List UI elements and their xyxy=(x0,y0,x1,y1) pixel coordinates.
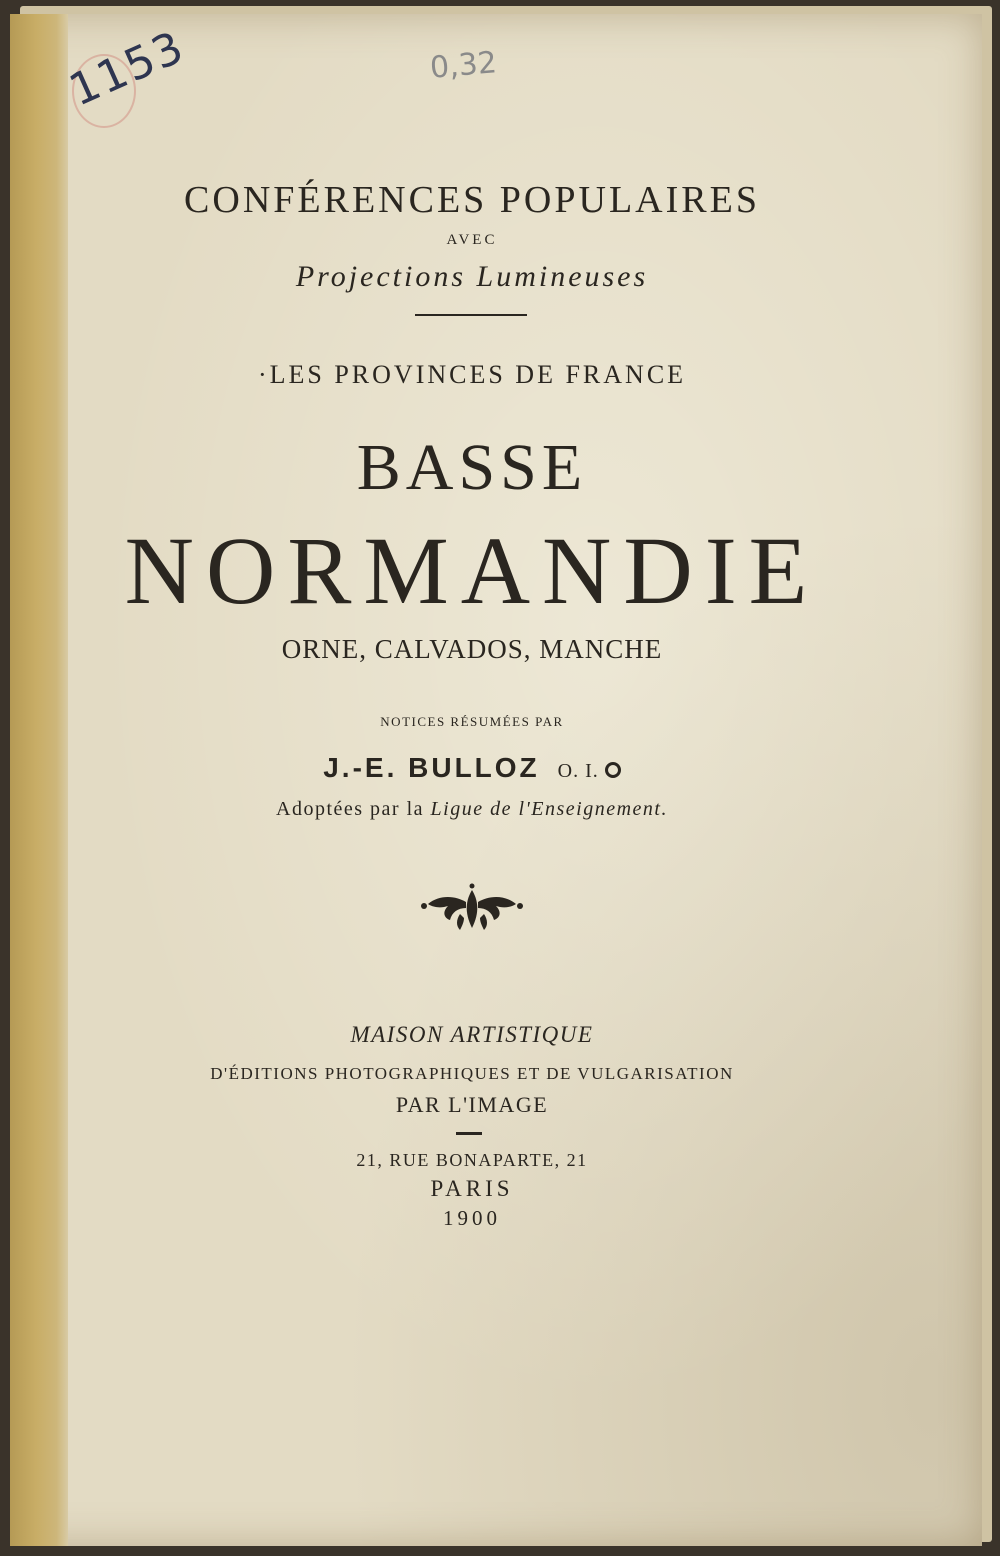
pencil-price-mark: 0,32 xyxy=(428,45,499,86)
publisher-description-2: PAR L'IMAGE xyxy=(395,1092,549,1117)
adoption-organization: Ligue de l'Enseignement. xyxy=(430,798,668,820)
collection-title: ·LES PROVINCES DE FRANCE xyxy=(257,360,687,389)
adoption-prefix: Adoptées par la xyxy=(276,798,425,820)
series-title: CONFÉRENCES POPULAIRES xyxy=(184,179,760,221)
author-line xyxy=(0,752,944,784)
publisher-address: 21, RUE BONAPARTE, 21 xyxy=(356,1150,588,1170)
series-subtitle: Projections Lumineuses xyxy=(295,260,649,293)
series-connector: AVEC xyxy=(446,232,498,248)
main-title-line-1: BASSE xyxy=(356,431,588,504)
adoption-line xyxy=(0,798,944,821)
main-title-line-2: NORMANDIE xyxy=(124,517,820,624)
publisher-name: MAISON ARTISTIQUE xyxy=(350,1022,594,1047)
short-divider xyxy=(456,1132,482,1135)
academic-palm-icon xyxy=(605,762,621,778)
author-name: J.-E. BULLOZ xyxy=(323,752,540,783)
author-honor: O. I. xyxy=(557,760,599,782)
handwritten-inventory-number: 1153 xyxy=(62,21,193,117)
publisher-description: D'ÉDITIONS PHOTOGRAPHIQUES ET DE VULGARISATION xyxy=(210,1064,734,1083)
notices-label: NOTICES RÉSUMÉES PAR xyxy=(380,714,564,729)
fleuron-ornament-icon xyxy=(420,882,524,934)
divider-rule xyxy=(415,314,527,316)
departments-subtitle: ORNE, CALVADOS, MANCHE xyxy=(281,634,663,664)
publisher-city: PARIS xyxy=(430,1176,514,1201)
publication-year: 1900 xyxy=(443,1206,501,1230)
